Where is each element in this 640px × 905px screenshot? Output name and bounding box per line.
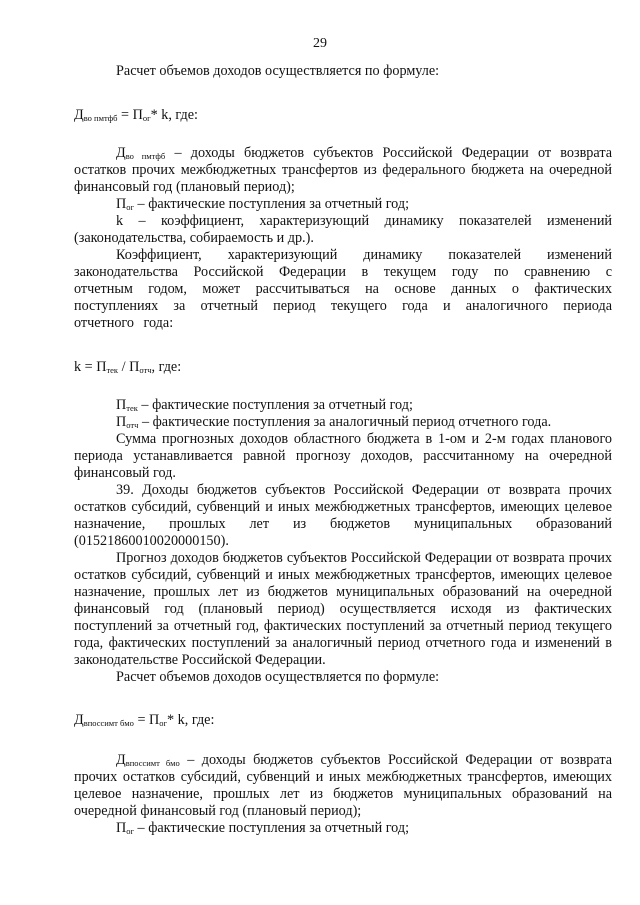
definition-d-vo: $Д_{во пмтфб}$ – доходы бюджетов субъектов Российской Федерации от возврата остатков прочих межбюджетных трансфертов из федерального бюджета на очередной финансовый год (плановый период); (74, 145, 612, 195)
formula-intro-1: Расчет объемов доходов осуществляется по формуле: (116, 63, 440, 79)
definition-p-og: $П_{ог}$ – фактические поступления за отчетный год; (116, 196, 410, 212)
formula-1: $Д_{во пмтфб} = П_{ог}*$ k, где: (74, 107, 198, 123)
definition-p-og-2: $П_{ог}$ – фактические поступления за отчетный год; (116, 820, 410, 836)
forecast-sum-paragraph: Сумма прогнозных доходов областного бюджета в 1-ом и 2-м годах планового периода устанавливается равной прогнозу доходов, рассчитанному на очередной финансовый год. (74, 431, 612, 481)
definition-k: k – коэффициент, характеризующий динамику показателей изменений (законодательства, собираемость и др.). (74, 213, 612, 246)
formula-3: $Д_{впоссимт бмо} = П_{ог}*$ k, где: (74, 712, 215, 728)
definition-p-otch: $П_{отч}$ – фактические поступления за аналогичный период отчетного года. (116, 414, 552, 430)
definition-p-tek: $П_{тек}$ – фактические поступления за отчетный год; (116, 397, 413, 413)
forecast-paragraph: Прогноз доходов бюджетов субъектов Российской Федерации от возврата прочих остатков субсидий, субвенций и иных межбюджетных трансфертов, имеющих целевое назначение, прошлых лет из бюджетов муниципальных образований на очередной финансовый год (плановый период) осуществляется исходя из фактических поступлений за отчетный год, фактических поступлений за отчетный период текущего года, фактических поступлений за аналогичный период отчетного года и изменений в законодательстве Российской Федерации. (74, 550, 612, 668)
document-body (74, 63, 612, 837)
section-39-heading: 39. Доходы бюджетов субъектов Российской Федерации от возврата прочих остатков субсидий, субвенций и иных межбюджетных трансфертов, имеющих целевое назначение, прошлых лет из бюджетов муниципальных образований (01521860010020000150). (74, 482, 612, 549)
page-number: 29 (313, 36, 327, 51)
coefficient-paragraph: Коэффициент, характеризующий динамику показателей изменений законодательства Российской Федерации в текущем году по сравнению с отчетным годом, может рассчитываться на основе данных о фактических поступлениях за отчетный период текущего года и аналогичного периода отчетного года: (74, 247, 612, 331)
formula-2: $k = П_{тек} / П_{отч}$, где: (74, 359, 182, 375)
definition-d-vposs: $Д_{впоссимт бмо}$ – доходы бюджетов субъектов Российской Федерации от возврата прочих остатков субсидий, субвенций и иных межбюджетных трансфертов, имеющих целевое назначение, прошлых лет из бюджетов муниципальных образований на очередной финансовый год (плановый период); (74, 752, 612, 819)
formula-intro-2: Расчет объемов доходов осуществляется по формуле: (116, 669, 440, 685)
